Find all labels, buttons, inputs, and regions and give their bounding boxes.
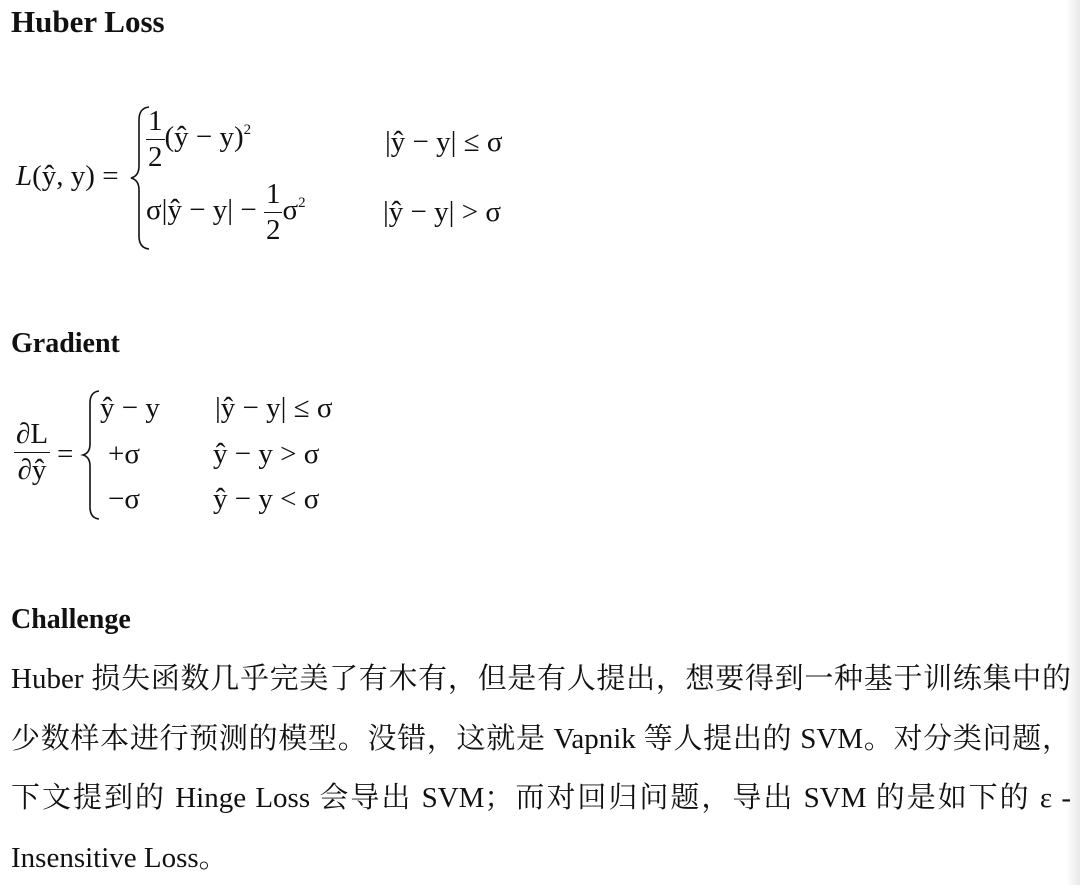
- gradient-row-1-condition: |ŷ − y| ≤ σ: [215, 392, 333, 424]
- gradient-row-2-condition: ŷ − y > σ: [213, 438, 320, 470]
- gradient-lhs: [14, 420, 50, 485]
- partial-derivative-fraction: $\frac{\partial L}{\partial ŷ}$: [16, 418, 49, 486]
- gradient-left-brace: [80, 388, 102, 522]
- gradient-equals: =: [57, 438, 74, 470]
- half-fraction: $\frac{1}{2}$: [265, 178, 281, 246]
- challenge-paragraph: Huber 损失函数几乎完美了有木有，但是有人提出，想要得到一种基于训练集中的少数样本进行预测的模型。没错，这就是 Vapnik 等人提出的 SVM。对分类问题，下文提到的 Hinge Loss 会导出 SVM；而对回归问题，导出 SVM 的是如下的 ε -Insensitive Loss。: [11, 663, 1071, 874]
- huber-case2-expr: σ|ŷ − y| −: [146, 194, 257, 227]
- gradient-row-1-value: ŷ − y: [100, 392, 160, 424]
- huber-case1-condition: |ŷ − y| ≤ σ: [385, 126, 503, 158]
- gradient-row-3-condition: ŷ − y < σ: [213, 483, 320, 515]
- huber-case1-value: [146, 107, 251, 172]
- huber-case2-value: [146, 180, 306, 245]
- huber-lhs-L: L: [16, 160, 33, 192]
- huber-case2-condition: |ŷ − y| > σ: [383, 196, 501, 228]
- gradient-row-2-value: +σ: [108, 438, 140, 470]
- gradient-row-3-value: −σ: [108, 483, 140, 515]
- huber-lhs-args: (ŷ, y) =: [32, 160, 119, 192]
- huber-case1-expr: (ŷ − y): [164, 121, 244, 154]
- section-title-huber-loss: Huber Loss: [11, 4, 165, 39]
- section-title-challenge: Challenge: [11, 604, 131, 635]
- huber-case2-power: 2: [298, 195, 306, 212]
- section-title-gradient: Gradient: [11, 328, 120, 359]
- huber-lhs: [16, 160, 119, 193]
- huber-case1-power: 2: [243, 122, 252, 139]
- half-fraction: $\frac{1}{2}$: [148, 105, 163, 173]
- huber-case2-tail: σ: [282, 194, 299, 227]
